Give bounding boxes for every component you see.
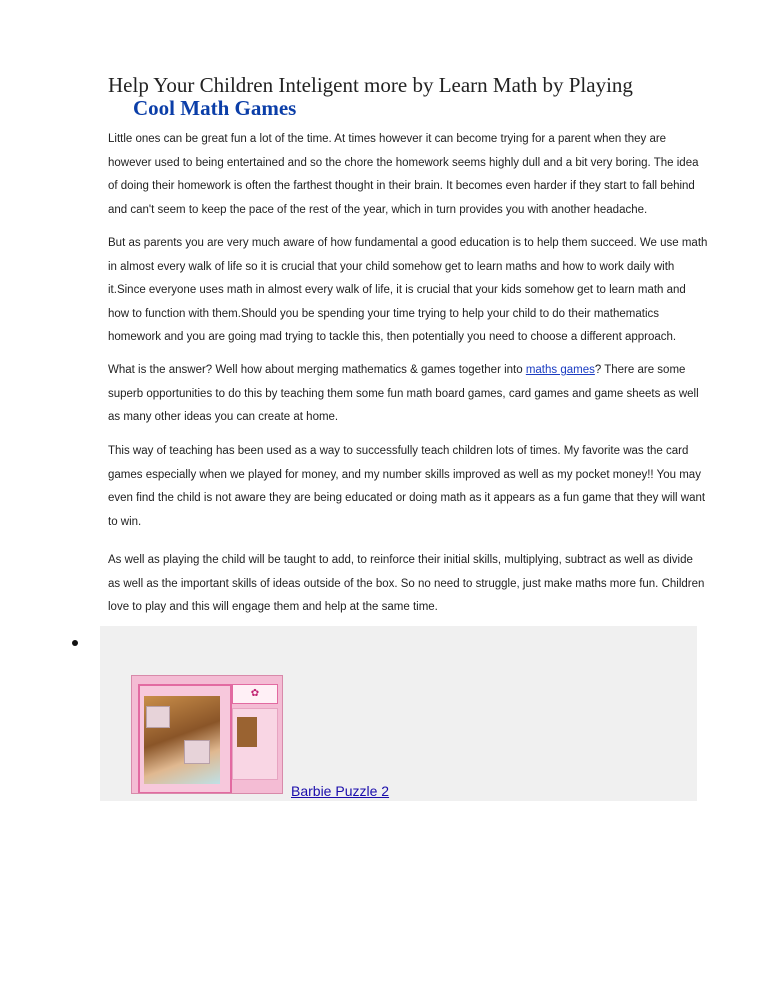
paragraph-playing: As well as playing the child will be taught to add, to reinforce their initial skills, multiplying, subtract as well as divide as well as the important skills of ideas outside of the box. So no need to struggle, just make maths more fun. Children love to play and this will engage them and help at the same time. (108, 554, 705, 613)
list-bullet (72, 640, 78, 646)
paragraph-teaching: This way of teaching has been used as a way to successfully teach children lots of times. My favorite was the card games especially when we played for money, and my number skills improved as well as my pocket money!! You may even find the child is not aware they are being educated or doing math as it appears as a fun game that they will want to win. (108, 445, 706, 528)
puzzle-board (232, 708, 278, 780)
barbie-puzzle-thumbnail[interactable] (131, 675, 283, 794)
puzzle-board-piece (237, 717, 257, 747)
maths-games-link[interactable]: maths games (525, 364, 595, 376)
paragraph-intro: Little ones can be great fun a lot of the time. At times however it can become trying for a parent when they are however used to being entertained and so the chore the homework seems highly dull and a bit very boring. The idea of doing their homework is often the farthest thought in their brain. It becomes even harder if they start to fall behind and can't seem to keep the pace of the rest of the year, which in turn provides you with another headache. (108, 133, 699, 216)
page-title (108, 74, 708, 120)
cool-math-games-link[interactable]: Cool Math Games (133, 96, 297, 120)
paragraph-answer-text-start: What is the answer? Well how about merging mathematics & games together into (108, 364, 526, 376)
paragraph-parents: But as parents you are very much aware of how fundamental a good education is to help them succeed. We use math in almost every walk of life so it is crucial that your child somehow get to learn maths and how to work daily with it.Since everyone uses math in almost every walk of life, it is crucial that your kids somehow get to learn math and how to function with them.Should you be spending your time trying to help your child to do their mathematics homework and you are going mad trying to tackle this, then potentially you need to choose a different approach. (108, 237, 708, 343)
puzzle-piece (184, 740, 210, 764)
game-logo: ✿ (232, 684, 278, 704)
puzzle-piece (146, 706, 170, 728)
paragraph-answer-text-end: ? There are some superb opportunities to do this by teaching them some fun math board games, card games and game sheets as well as many other ideas you can create at home. (108, 364, 699, 423)
title-text: Help Your Children Inteligent more by Learn Math by Playing (108, 73, 633, 97)
paragraph-answer (108, 359, 708, 430)
barbie-puzzle-link[interactable]: Barbie Puzzle 2 (291, 783, 390, 799)
